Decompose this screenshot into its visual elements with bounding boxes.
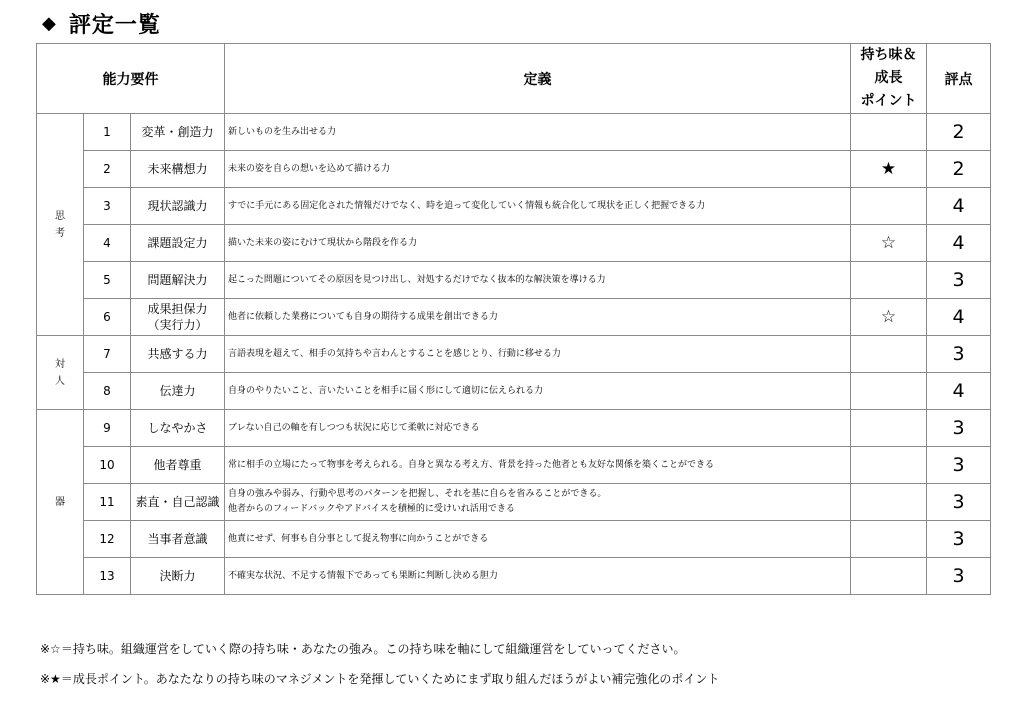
mark-cell — [851, 410, 927, 447]
header-mark — [851, 44, 927, 114]
header-mark-line2: 成長 — [874, 70, 903, 86]
note-strength: ※☆＝持ち味。組織運営をしていく際の持ち味・あなたの強み。この持ち味を軸にして組織運営をしていってください。 — [40, 642, 686, 656]
definition-text: 不確実な状況、不足する情報下であっても果断に判断し決める胆力 — [228, 570, 498, 581]
score-cell: 4 — [927, 299, 991, 336]
ability-name: 成果担保力 — [147, 302, 208, 316]
diamond-icon: ◆ — [42, 13, 57, 34]
definition-text: 新しいものを生み出せる力 — [228, 126, 337, 137]
ability-name: しなやかさ — [147, 421, 208, 435]
ability-name: 他者尊重 — [153, 458, 202, 472]
score-cell: 4 — [927, 225, 991, 262]
notes — [40, 634, 719, 694]
definition-cell — [225, 299, 851, 336]
definition-text: 描いた未来の姿にむけて現状から階段を作る力 — [228, 237, 418, 248]
table-row — [37, 373, 991, 410]
ability-name-cell — [131, 188, 225, 225]
ability-name-cell — [131, 336, 225, 373]
mark-cell: ☆ — [851, 299, 927, 336]
definition-text: 他責にせず、何事も自分事として捉え物事に向かうことができる — [228, 533, 489, 544]
ability-name: 現状認識力 — [147, 199, 208, 213]
header-score: 評点 — [927, 44, 991, 114]
definition-cell — [225, 225, 851, 262]
definition-cell — [225, 484, 851, 521]
definition-cell — [225, 114, 851, 151]
category-cell — [37, 114, 84, 336]
table-row — [37, 114, 991, 151]
ability-name-cell — [131, 410, 225, 447]
definition-cell — [225, 521, 851, 558]
definition-text-2: 他者からのフィードバックやアドバイスを積極的に受けいれ活用できる — [228, 504, 515, 514]
definition-cell — [225, 188, 851, 225]
mark-cell: ★ — [851, 151, 927, 188]
ability-name: 課題設定力 — [147, 236, 208, 250]
table-row — [37, 188, 991, 225]
ability-name-cell — [131, 114, 225, 151]
mark-cell — [851, 336, 927, 373]
score-cell: 4 — [927, 188, 991, 225]
ability-name: 問題解決力 — [147, 273, 208, 287]
row-number: 8 — [84, 373, 131, 410]
ability-name-cell — [131, 299, 225, 336]
page-title — [42, 8, 161, 39]
table-row — [37, 558, 991, 595]
definition-text: 他者に依頼した業務についても自身の期待する成果を創出できる力 — [228, 311, 498, 322]
row-number: 5 — [84, 262, 131, 299]
ability-name-cell — [131, 558, 225, 595]
mark-cell — [851, 114, 927, 151]
ability-name: 変革・創造力 — [141, 125, 214, 139]
table-row — [37, 225, 991, 262]
definition-cell — [225, 373, 851, 410]
ability-name: 決断力 — [159, 569, 196, 583]
score-cell: 2 — [927, 114, 991, 151]
definition-cell — [225, 558, 851, 595]
evaluation-table — [36, 43, 991, 595]
ability-name-cell — [131, 373, 225, 410]
score-cell: 4 — [927, 373, 991, 410]
definition-cell — [225, 410, 851, 447]
table-row — [37, 447, 991, 484]
score-cell: 3 — [927, 262, 991, 299]
mark-cell: ☆ — [851, 225, 927, 262]
category-label-line1: 対 — [55, 358, 65, 370]
score-cell: 3 — [927, 336, 991, 373]
mark-cell — [851, 262, 927, 299]
ability-name-cell — [131, 484, 225, 521]
score-cell: 3 — [927, 484, 991, 521]
row-number: 12 — [84, 521, 131, 558]
row-number: 3 — [84, 188, 131, 225]
ability-name: 共感する力 — [147, 347, 208, 361]
header-mark-line3: ポイント — [860, 93, 917, 109]
definition-cell — [225, 447, 851, 484]
definition-text: ブレない自己の軸を有しつつも状況に応じて柔軟に対応できる — [228, 422, 480, 433]
row-number: 11 — [84, 484, 131, 521]
row-number: 10 — [84, 447, 131, 484]
definition-cell — [225, 262, 851, 299]
category-label-line2: 考 — [55, 227, 65, 239]
row-number: 1 — [84, 114, 131, 151]
definition-text: 常に相手の立場にたって物事を考えられる。自身と異なる考え方、背景を持った他者とも友好な関係を築くことができる — [228, 459, 715, 470]
category-label-line1: 思 — [55, 210, 65, 222]
score-cell: 2 — [927, 151, 991, 188]
definition-text: 起こった問題についてその原因を見つけ出し、対処するだけでなく抜本的な解決策を導ける力 — [228, 274, 606, 285]
category-cell — [37, 410, 84, 595]
score-cell: 3 — [927, 447, 991, 484]
definition-text: 自身のやりたいこと、言いたいことを相手に届く形にして適切に伝えられる力 — [228, 385, 544, 396]
row-number: 7 — [84, 336, 131, 373]
score-cell: 3 — [927, 410, 991, 447]
row-number: 4 — [84, 225, 131, 262]
ability-name: 素直・自己認識 — [135, 495, 220, 509]
mark-cell — [851, 373, 927, 410]
header-mark-line1: 持ち味＆ — [860, 47, 917, 63]
row-number: 6 — [84, 299, 131, 336]
definition-text: 未来の姿を自らの想いを込めて描ける力 — [228, 163, 391, 174]
category-cell — [37, 336, 84, 410]
page-title-text: 評定一覧 — [68, 13, 161, 38]
mark-cell — [851, 188, 927, 225]
ability-name: 未来構想力 — [147, 162, 208, 176]
row-number: 13 — [84, 558, 131, 595]
definition-cell — [225, 151, 851, 188]
table-row — [37, 336, 991, 373]
ability-name-cell — [131, 447, 225, 484]
header-ability: 能力要件 — [37, 44, 225, 114]
category-label-line2: 人 — [55, 375, 65, 387]
definition-cell — [225, 336, 851, 373]
score-cell: 3 — [927, 521, 991, 558]
ability-name: 当事者意識 — [147, 532, 208, 546]
table-row — [37, 151, 991, 188]
ability-name: 伝達力 — [159, 384, 196, 398]
table-row — [37, 484, 991, 521]
ability-name-sub: （実行力） — [147, 318, 208, 332]
header-definition: 定義 — [225, 44, 851, 114]
ability-name-cell — [131, 521, 225, 558]
mark-cell — [851, 484, 927, 521]
table-row — [37, 410, 991, 447]
ability-name-cell — [131, 262, 225, 299]
table-row — [37, 262, 991, 299]
definition-text: 自身の強みや弱み、行動や思考のパターンを把握し、それを基に自らを省みることができる。 — [228, 489, 607, 499]
definition-text: すでに手元にある固定化された情報だけでなく、時を追って変化していく情報も統合化して現状を正しく把握できる力 — [228, 200, 706, 211]
mark-cell — [851, 521, 927, 558]
note-growth: ※★＝成長ポイント。あなたなりの持ち味のマネジメントを発揮していくためにまず取り組んだほうがよい補完強化のポイント — [40, 672, 720, 686]
score-cell: 3 — [927, 558, 991, 595]
row-number: 2 — [84, 151, 131, 188]
table-row — [37, 521, 991, 558]
header-row — [37, 44, 991, 114]
category-label-line1: 器 — [55, 496, 65, 508]
ability-name-cell — [131, 151, 225, 188]
mark-cell — [851, 558, 927, 595]
table-row — [37, 299, 991, 336]
ability-name-cell — [131, 225, 225, 262]
mark-cell — [851, 447, 927, 484]
definition-text: 言語表現を超えて、相手の気持ちや言わんとすることを感じとり、行動に移せる力 — [228, 348, 561, 359]
row-number: 9 — [84, 410, 131, 447]
